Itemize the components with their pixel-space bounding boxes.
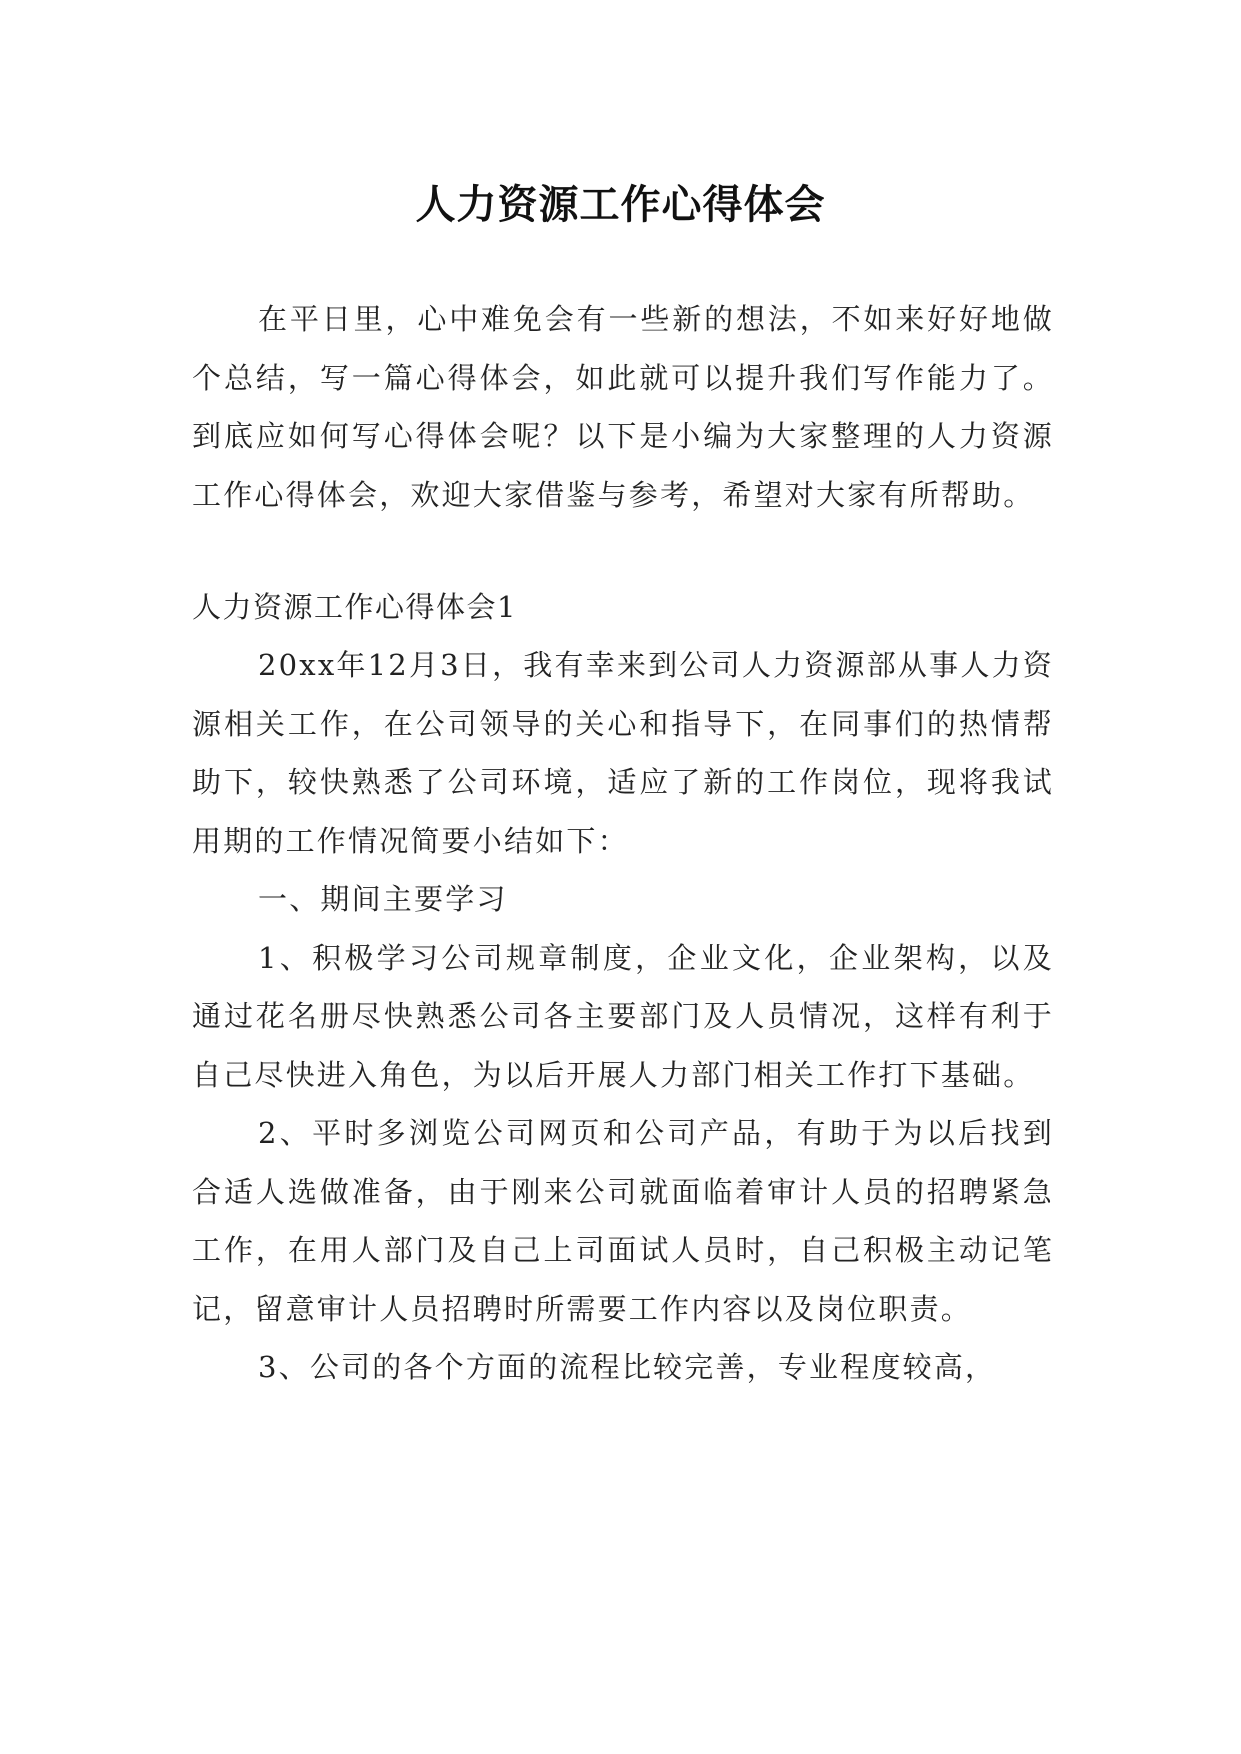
paragraph-item-3: 3、公司的各个方面的流程比较完善，专业程度较高， bbox=[258, 1350, 997, 1384]
section-heading-block bbox=[192, 578, 1054, 637]
section-body bbox=[192, 636, 1054, 1397]
paragraph-subheading-study: 一、期间主要学习 bbox=[258, 882, 508, 916]
paragraph-item-1: 1、积极学习公司规章制度，企业文化，企业架构，以及通过花名册尽快熟悉公司各主要部门及人员情况，这样有利于自己尽快进入角色，为以后开展人力部门相关工作打下基础。 bbox=[192, 940, 1054, 1092]
paragraph-intro-period: 20xx年12月3日，我有幸来到公司人力资源部从事人力资源相关工作，在公司领导的关心和指导下，在同事们的热情帮助下，较快熟悉了公司环境，适应了新的工作岗位，现将我试用期的工作情况简要小结如下： bbox=[192, 648, 1054, 858]
intro-block bbox=[192, 290, 1054, 524]
section-heading: 人力资源工作心得体会1 bbox=[192, 590, 517, 624]
document-title: 人力资源工作心得体会 bbox=[415, 181, 826, 228]
intro-paragraph: 在平日里，心中难免会有一些新的想法，不如来好好地做个总结，写一篇心得体会，如此就可以提升我们写作能力了。到底应如何写心得体会呢？以下是小编为大家整理的人力资源工作心得体会，欢迎大家借鉴与参考，希望对大家有所帮助。 bbox=[192, 302, 1054, 512]
paragraph-item-2: 2、平时多浏览公司网页和公司产品，有助于为以后找到合适人选做准备，由于刚来公司就面临着审计人员的招聘紧急工作，在用人部门及自己上司面试人员时，自己积极主动记笔记，留意审计人员招聘时所需要工作内容以及岗位职责。 bbox=[192, 1116, 1054, 1326]
